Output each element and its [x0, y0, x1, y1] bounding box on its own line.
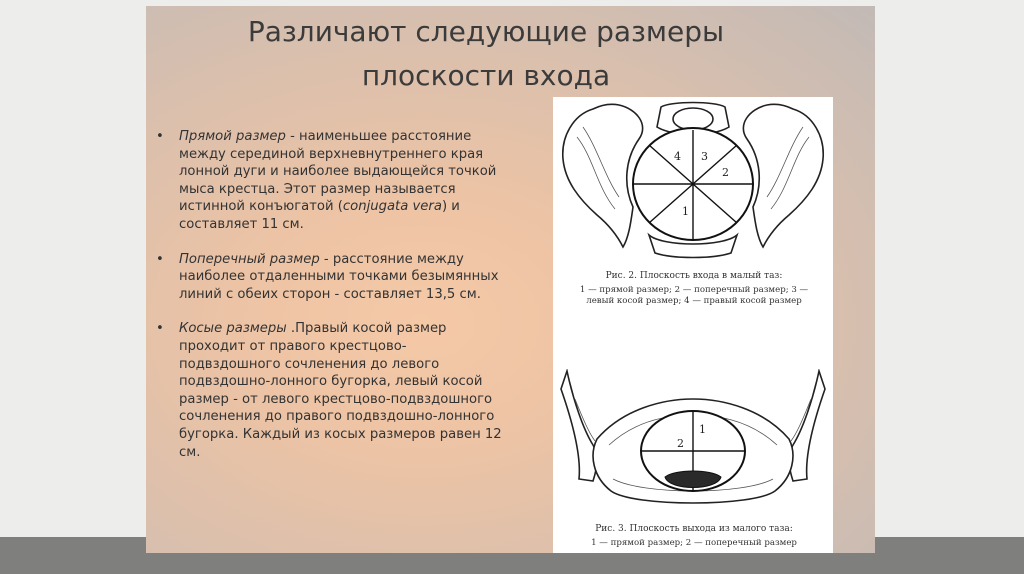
bullet-term: Прямой размер [179, 129, 286, 144]
pelvic-outlet-illustration [553, 369, 833, 519]
left-femur [561, 371, 597, 481]
bullet-dot-icon: • [156, 129, 164, 144]
figure-1-caption [567, 271, 821, 307]
bullet-dot-icon: • [156, 251, 164, 267]
bullet-term: Косые размеры [179, 321, 287, 337]
bullet-item [156, 128, 506, 234]
bullet-list [156, 128, 506, 461]
outlet-label-2: 2 [677, 437, 684, 450]
bullet-latin-term: conjugata vera [342, 199, 442, 215]
bullet-text: - наименьшее расстояние между серединой верхневнутреннего края лонной дуги и наиболее выдающейся точкой мыса крестца. Этот размер называется истинной конъюгатой ( [179, 129, 497, 215]
title-line-1: Различают следующие размеры [247, 15, 725, 48]
outlet-label-1: 1 [699, 423, 706, 436]
left-iliac-wing [563, 104, 643, 247]
bullet-item [156, 320, 506, 461]
figure-1-caption-body: 1 — прямой размер; 2 — поперечный размер; 3 — левый косой размер; 4 — правый косой размер [579, 285, 809, 306]
label-4: 4 [674, 150, 681, 163]
vertebra-body [673, 108, 713, 130]
bullet-text: - расстояние между наиболее отдаленными точками безымянных линий с обеих сторон - составляет 13,5 см. [179, 251, 499, 302]
bullet-term: Поперечный размер [179, 251, 320, 267]
figure-panel [553, 97, 833, 553]
title-line-2: плоскости входа [361, 59, 611, 92]
slide [146, 6, 875, 553]
slide-title [176, 10, 796, 98]
bullet-text: .Правый косой размер проходит от правого крестцово-подвздошного сочленения до левого подвздошно-лонного бугорка, левый косой размер - от левого крестцово-подвздошного сочленения до правого подвздошно-лонного бугорка. Каждый из косых размеров равен 12 см. [179, 321, 502, 460]
right-iliac-wing [743, 104, 823, 247]
label-2: 2 [722, 166, 729, 179]
label-3: 3 [701, 150, 708, 163]
bullet-item [156, 251, 506, 304]
bullet-text-end: ) и составляет 11 см. [179, 199, 460, 232]
label-1: 1 [682, 205, 689, 218]
figure-2-caption-body: 1 — прямой размер; 2 — поперечный размер [591, 538, 797, 548]
figure-2-caption [567, 524, 821, 549]
pelvic-inlet-illustration [553, 97, 833, 262]
figure-1-caption-title: Рис. 2. Плоскость входа в малый таз: [605, 271, 783, 281]
right-femur [789, 371, 825, 481]
bullet-dot-icon: • [156, 321, 164, 337]
figure-2-caption-title: Рис. 3. Плоскость выхода из малого таза: [595, 524, 793, 534]
